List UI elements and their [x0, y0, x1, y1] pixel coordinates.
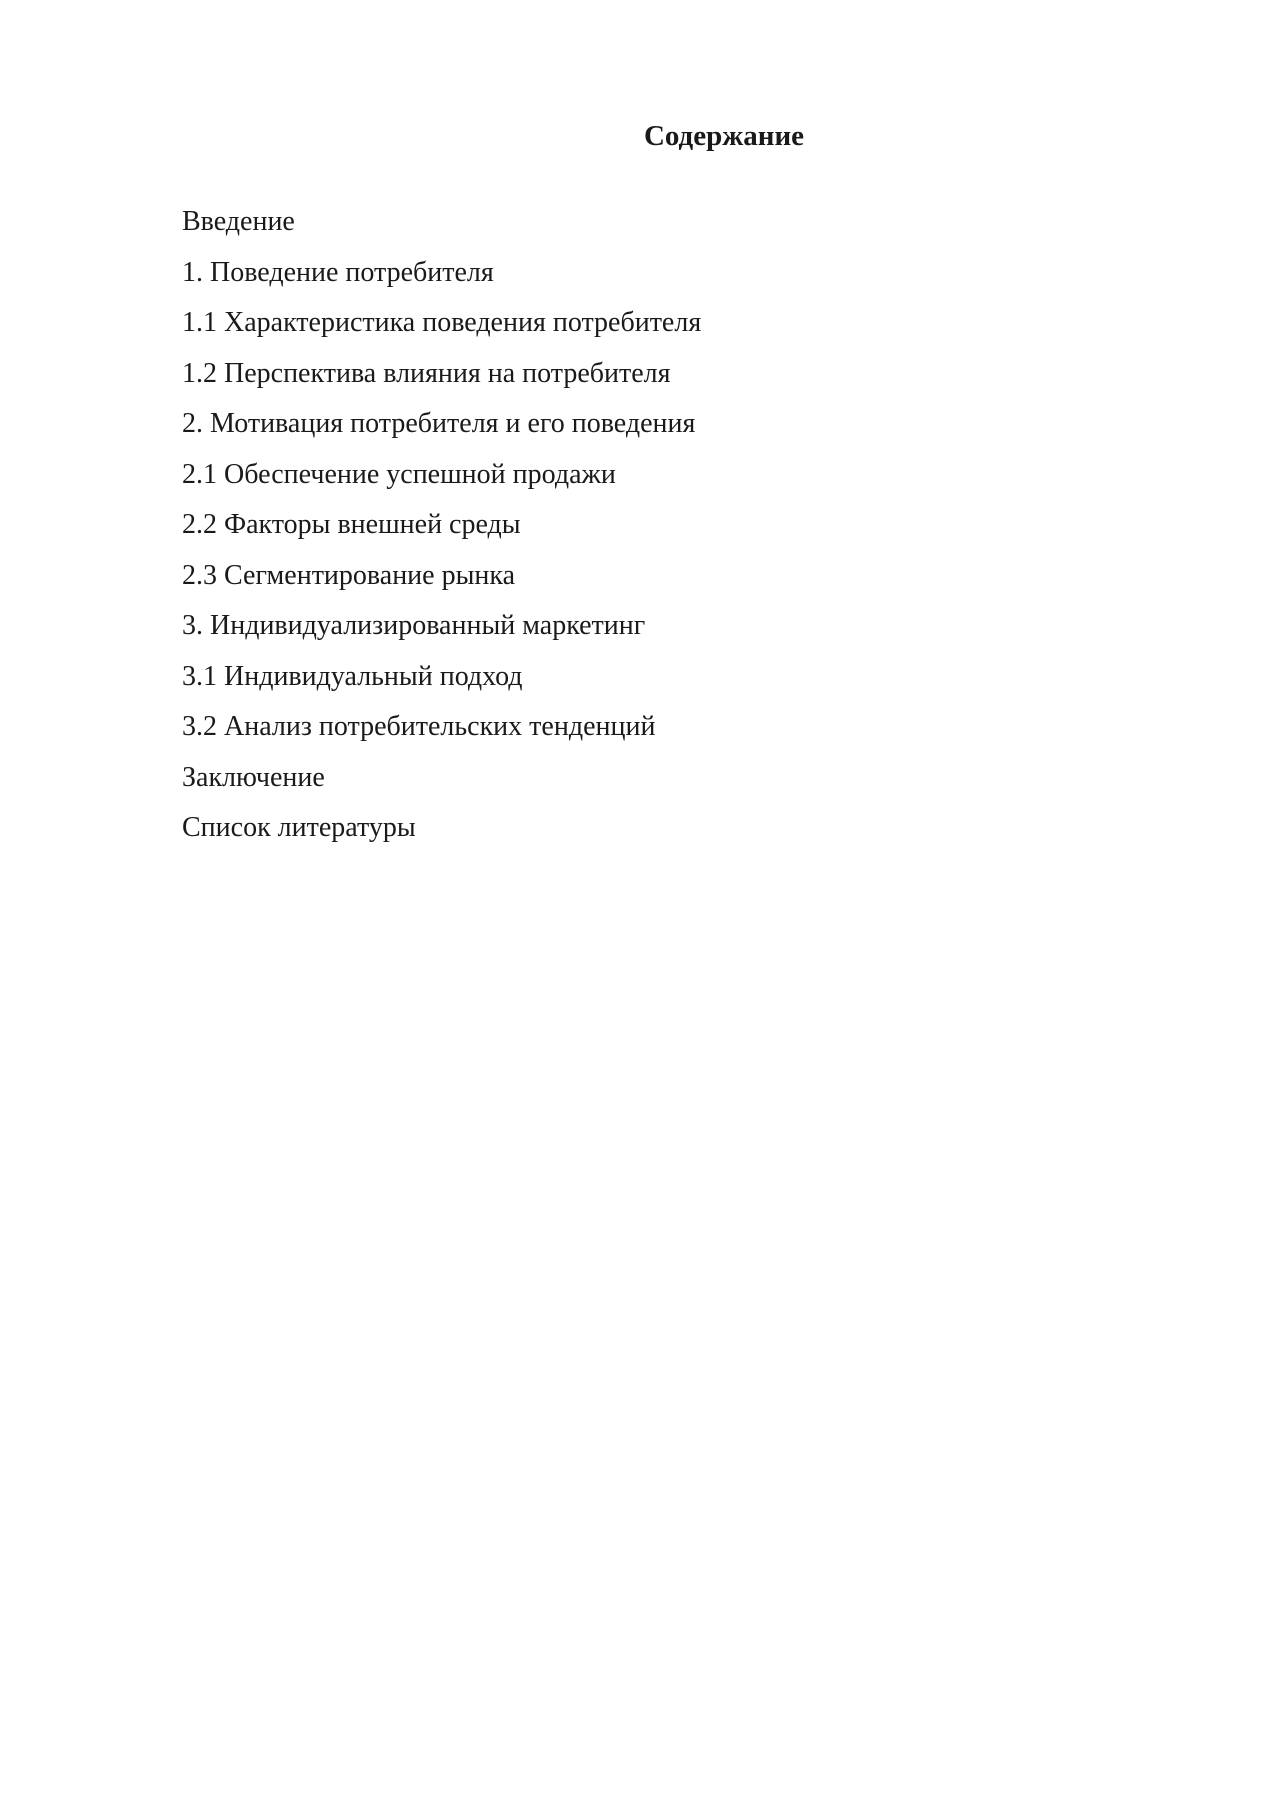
toc-item-section-2-1: 2.1 Обеспечение успешной продажи — [182, 458, 616, 490]
toc-item-section-1-1: 1.1 Характеристика поведения потребителя — [182, 307, 702, 338]
toc-item-section-3-1: 3.1 Индивидуальный подход — [182, 660, 523, 692]
toc-item-references: Список литературы — [182, 812, 416, 843]
toc-item-introduction: Введение — [182, 206, 295, 237]
toc-item-chapter-2: 2. Мотивация потребителя и его поведения — [182, 408, 696, 439]
page-title: Содержание — [643, 120, 805, 152]
toc-item-section-1-2: 1.2 Перспектива влияния на потребителя — [182, 357, 671, 389]
toc-item-chapter-1: 1. Поведение потребителя — [182, 256, 494, 288]
table-of-contents — [182, 205, 701, 862]
toc-item-section-3-2: 3.2 Анализ потребительских тенденций — [182, 711, 656, 742]
toc-item-chapter-3: 3. Индивидуализированный маркетинг — [182, 610, 646, 641]
toc-item-section-2-2: 2.2 Факторы внешней среды — [182, 509, 521, 540]
toc-item-section-2-3: 2.3 Сегментирование рынка — [182, 559, 515, 591]
toc-item-conclusion: Заключение — [182, 761, 325, 793]
